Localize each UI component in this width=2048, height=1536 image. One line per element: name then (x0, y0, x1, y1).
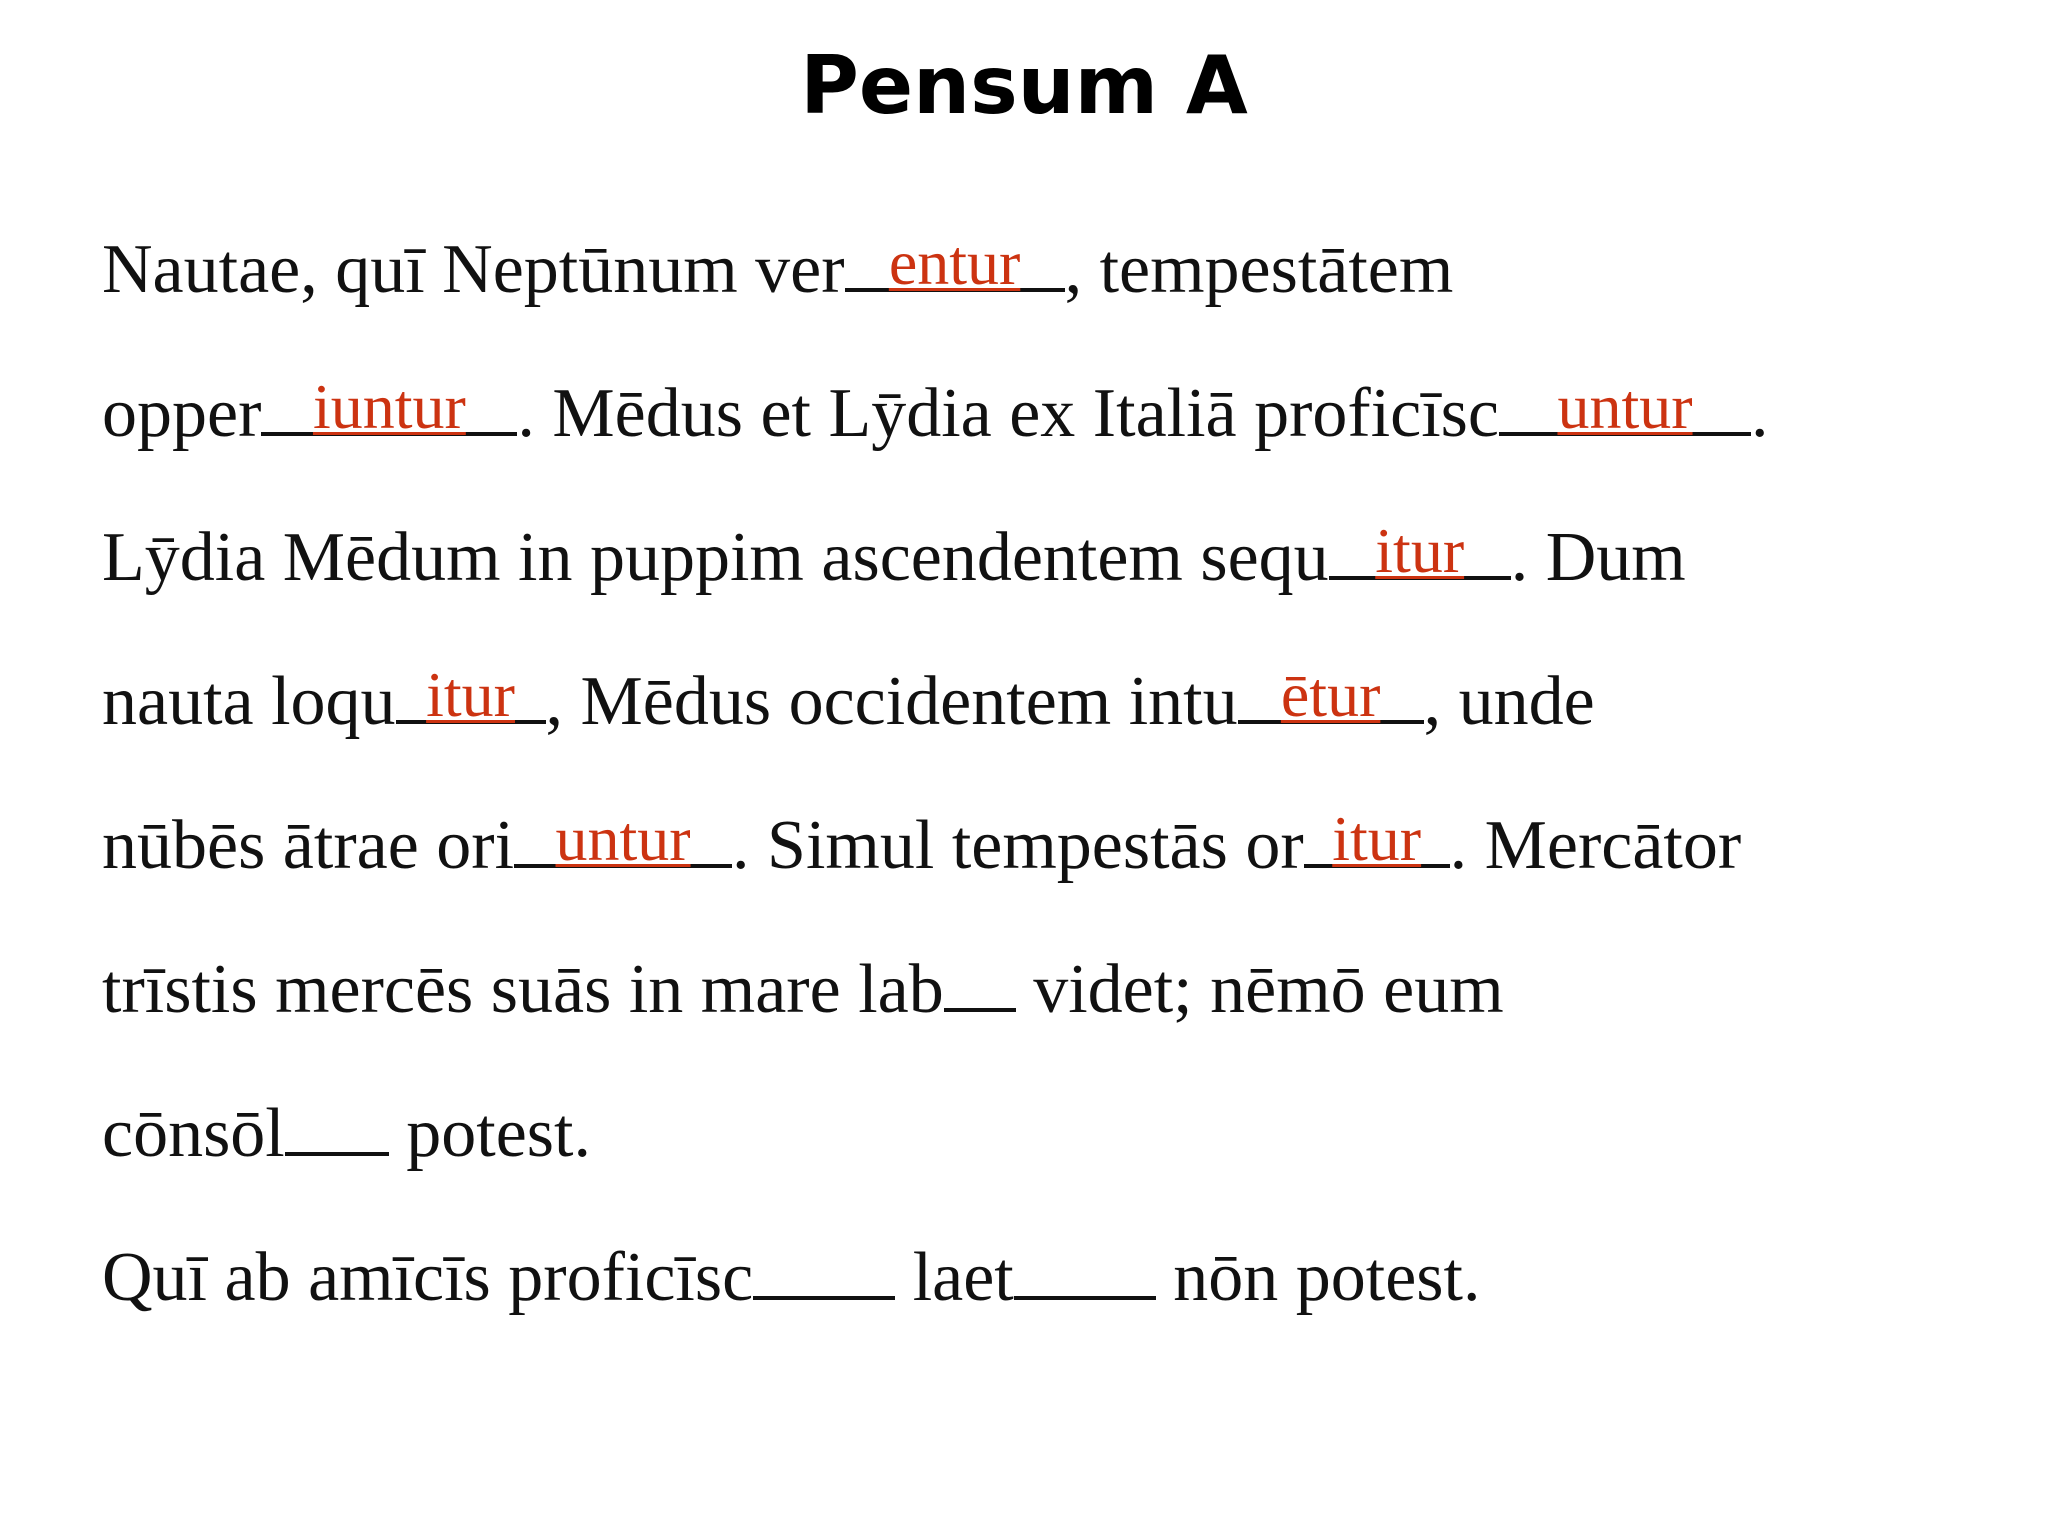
answer-blank (944, 952, 1016, 1012)
answer-blank (261, 371, 517, 442)
text-line-3 (102, 515, 1686, 598)
answer-blank (285, 1096, 389, 1156)
answer-blank (1499, 371, 1751, 442)
slide-title: Pensum A (800, 39, 1248, 132)
answer-blank (396, 659, 546, 730)
text-line-1 (102, 227, 1454, 310)
line-text: trīstis mercēs suās in mare lab (102, 951, 944, 1028)
answer-blank (845, 227, 1065, 298)
text-line-8 (102, 1238, 1480, 1318)
filled-answer: untur (1557, 371, 1693, 442)
line-text: Nautae, quī Neptūnum ver (102, 231, 845, 308)
line-text: . Mercātor (1449, 807, 1742, 884)
filled-answer: itur (1332, 803, 1422, 874)
answer-blank (1304, 803, 1450, 874)
text-line-2 (102, 371, 1769, 454)
line-text: nōn potest. (1155, 1239, 1481, 1316)
filled-answer: iuntur (312, 371, 466, 442)
line-text: Lȳdia Mēdum in puppim ascendentem sequ (102, 519, 1329, 596)
filled-answer: untur (555, 803, 691, 874)
line-text: nauta loqu (102, 663, 396, 740)
line-text: Quī ab amīcīs proficīsc (102, 1239, 754, 1316)
answer-blank (1329, 515, 1511, 586)
line-text: , Mēdus occidentem intu (545, 663, 1238, 740)
filled-answer: itur (1375, 515, 1465, 586)
line-text: videt; nēmō eum (1015, 951, 1504, 1028)
line-text: . (1751, 375, 1769, 452)
line-text: . Mēdus et Lȳdia ex Italiā proficīsc (517, 375, 1499, 452)
filled-answer: entur (888, 227, 1021, 298)
answer-blank (753, 1240, 895, 1300)
line-text: , unde (1423, 663, 1595, 740)
text-line-5 (102, 803, 1742, 886)
answer-blank (1014, 1240, 1156, 1300)
line-text: nūbēs ātrae ori (102, 807, 515, 884)
line-text: potest. (388, 1095, 591, 1172)
text-line-7 (102, 1094, 591, 1174)
text-line-6 (102, 950, 1504, 1030)
line-text: . Simul tempestās or (732, 807, 1304, 884)
filled-answer: itur (426, 659, 515, 730)
filled-answer: ētur (1280, 659, 1381, 730)
line-text: laet (895, 1239, 1014, 1316)
answer-blank (1238, 659, 1424, 730)
line-text: , tempestātem (1064, 231, 1454, 308)
line-text: opper (102, 375, 262, 452)
answer-blank (514, 803, 732, 874)
line-text: . Dum (1510, 519, 1686, 596)
line-text: cōnsōl (102, 1095, 285, 1172)
text-line-4 (102, 659, 1595, 742)
